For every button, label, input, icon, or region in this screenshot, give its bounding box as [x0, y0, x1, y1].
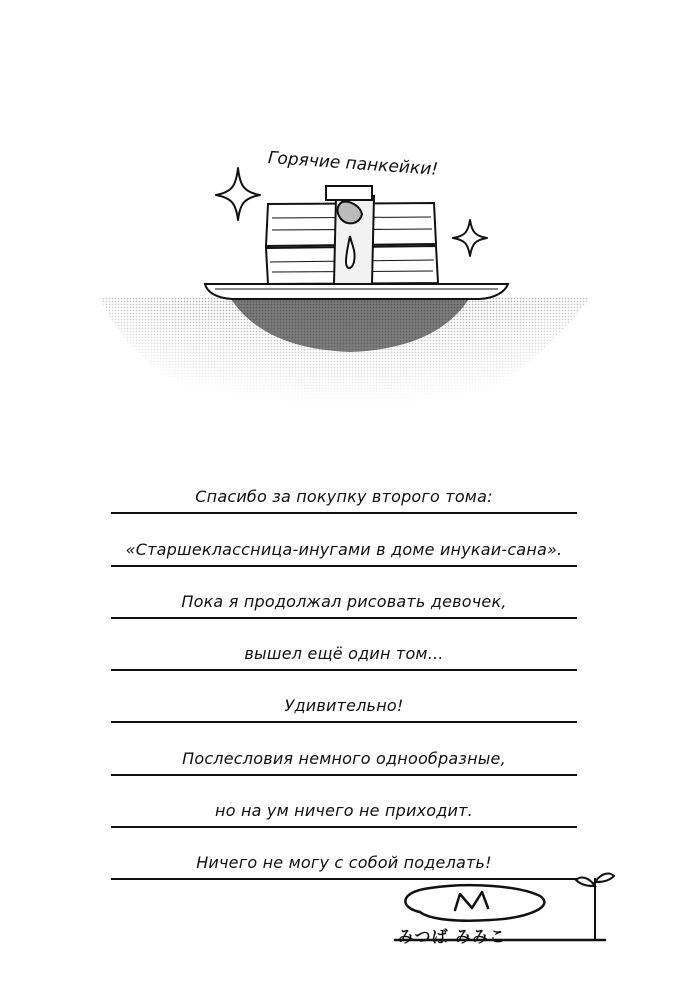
- pancake-illustration: [0, 0, 700, 450]
- note-line: [111, 514, 577, 566]
- note-text: вышел ещё один том...: [244, 644, 444, 664]
- note-text: Ничего не могу с собой поделать!: [196, 853, 492, 873]
- note-text: Послесловия немного однообразные,: [182, 748, 506, 768]
- illustration-caption: Горячие панкейки!: [267, 148, 439, 180]
- note-text: Пока я продолжал рисовать девочек,: [181, 591, 507, 611]
- note-line: [111, 723, 577, 775]
- plate-icon: [205, 284, 508, 299]
- afterword-lines: [111, 462, 577, 880]
- note-line: [111, 776, 577, 828]
- note-text: но на ум ничего не приходит.: [215, 801, 473, 821]
- note-line: [111, 671, 577, 723]
- signature-text: みつば みみこ: [398, 927, 507, 946]
- table-shading: [100, 297, 590, 435]
- sprout-icon: [576, 874, 614, 940]
- pancake-stack-icon: [266, 186, 438, 284]
- note-line: [111, 619, 577, 671]
- note-text: Спасибо за покупку второго тома:: [195, 487, 493, 507]
- note-line: [111, 462, 577, 514]
- note-text: Удивительно!: [284, 696, 404, 716]
- note-text: «Старшеклассница-инугами в доме инукаи-сана».: [125, 539, 563, 559]
- note-line: [111, 567, 577, 619]
